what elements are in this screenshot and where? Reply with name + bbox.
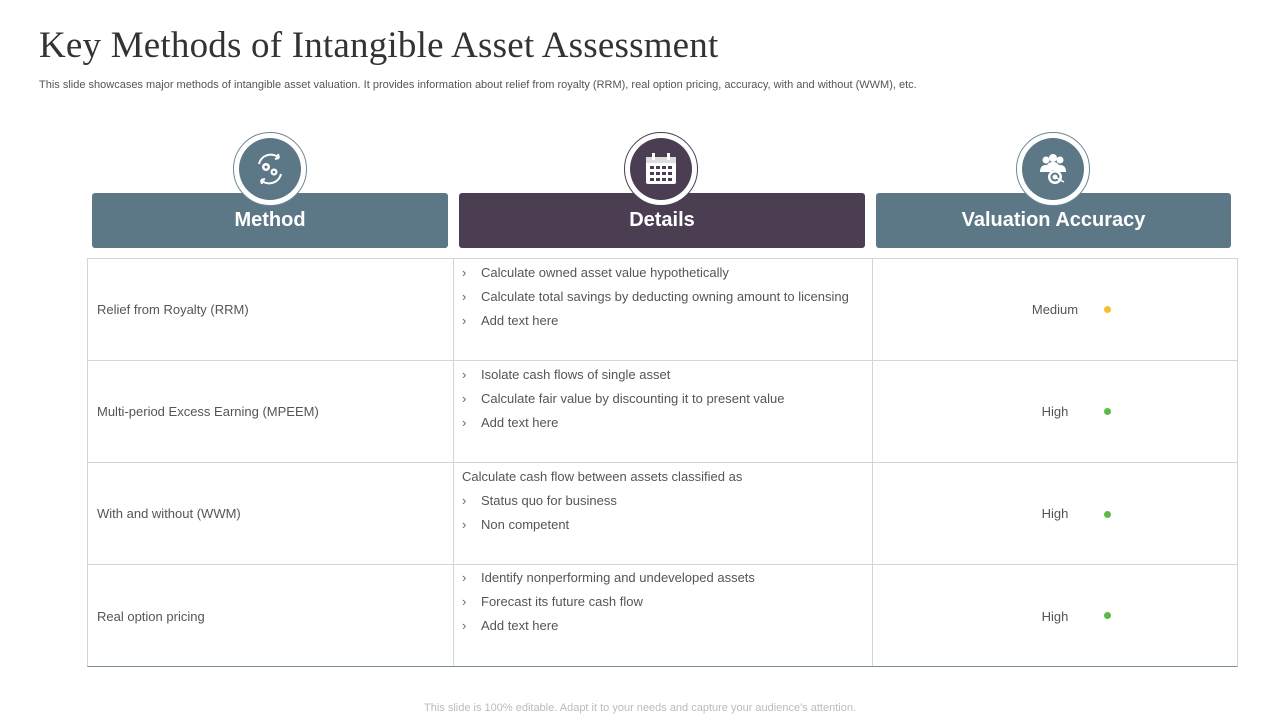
detail-bullet: › Non competent <box>462 513 872 537</box>
detail-bullet: › Add text here <box>462 309 872 333</box>
detail-bullet: › Calculate total savings by deducting owning amount to licensing <box>462 285 872 309</box>
table-row <box>88 565 1237 667</box>
detail-bullet: › Add text here <box>462 411 872 435</box>
detail-bullet: › Status quo for business <box>462 489 872 513</box>
page-subtitle: This slide showcases major methods of intangible asset valuation. It provides information about relief from royalty (RRM), real option pricing, accuracy, with and without (WWM), etc. <box>39 79 917 91</box>
bullet-icon: › <box>462 415 467 430</box>
table-row <box>88 463 1237 565</box>
valuation-label: High <box>1041 506 1069 521</box>
valuation-cell <box>872 565 1238 667</box>
detail-bullet: › Isolate cash flows of single asset <box>462 363 872 387</box>
valuation-cell <box>872 259 1238 360</box>
bullet-icon: › <box>462 570 467 585</box>
valuation-header-label: Valuation Accuracy <box>961 209 1146 231</box>
detail-bullet: › Calculate owned asset value hypothetically <box>462 261 872 285</box>
method-icon-badge <box>233 132 307 206</box>
team-target-icon <box>1022 138 1084 200</box>
method-cell: Multi-period Excess Earning (MPEEM) <box>97 404 319 419</box>
bullet-icon: › <box>462 493 467 508</box>
bullet-icon: › <box>462 517 467 532</box>
details-header-label: Details <box>629 209 695 231</box>
bullet-icon: › <box>462 391 467 406</box>
status-dot-high <box>1104 408 1111 415</box>
details-icon-badge <box>624 132 698 206</box>
detail-bullet: › Forecast its future cash flow <box>462 590 872 614</box>
valuation-label: High <box>1041 608 1069 624</box>
status-dot-medium <box>1104 306 1111 313</box>
method-header-label: Method <box>234 209 306 231</box>
method-cell: Real option pricing <box>97 608 205 624</box>
method-cell: Relief from Royalty (RRM) <box>97 302 249 317</box>
valuation-cell <box>872 463 1238 564</box>
details-cell <box>462 566 872 638</box>
bullet-icon: › <box>462 618 467 633</box>
details-cell <box>462 465 872 537</box>
status-dot-high <box>1104 511 1111 518</box>
valuation-label: High <box>1041 404 1069 419</box>
table-row <box>88 259 1237 361</box>
details-cell <box>462 261 872 333</box>
valuation-cell <box>872 361 1238 462</box>
methods-table <box>87 258 1238 667</box>
valuation-label: Medium <box>1031 302 1079 317</box>
page-title: Key Methods of Intangible Asset Assessment <box>39 25 719 66</box>
detail-intro: Calculate cash flow between assets classified as <box>462 469 743 484</box>
gear-cycle-icon <box>239 138 301 200</box>
footer-note: This slide is 100% editable. Adapt it to your needs and capture your audience's attention. <box>424 702 856 714</box>
bullet-icon: › <box>462 313 467 328</box>
method-cell: With and without (WWM) <box>97 506 241 521</box>
valuation-icon-badge <box>1016 132 1090 206</box>
details-cell <box>462 363 872 435</box>
calendar-icon <box>630 138 692 200</box>
bullet-icon: › <box>462 594 467 609</box>
table-row <box>88 361 1237 463</box>
status-dot-high <box>1104 612 1111 619</box>
bullet-icon: › <box>462 367 467 382</box>
bullet-icon: › <box>462 289 467 304</box>
detail-bullet: › Identify nonperforming and undeveloped assets <box>462 566 872 590</box>
detail-bullet: › Add text here <box>462 614 872 638</box>
bullet-icon: › <box>462 265 467 280</box>
detail-bullet: › Calculate fair value by discounting it to present value <box>462 387 872 411</box>
